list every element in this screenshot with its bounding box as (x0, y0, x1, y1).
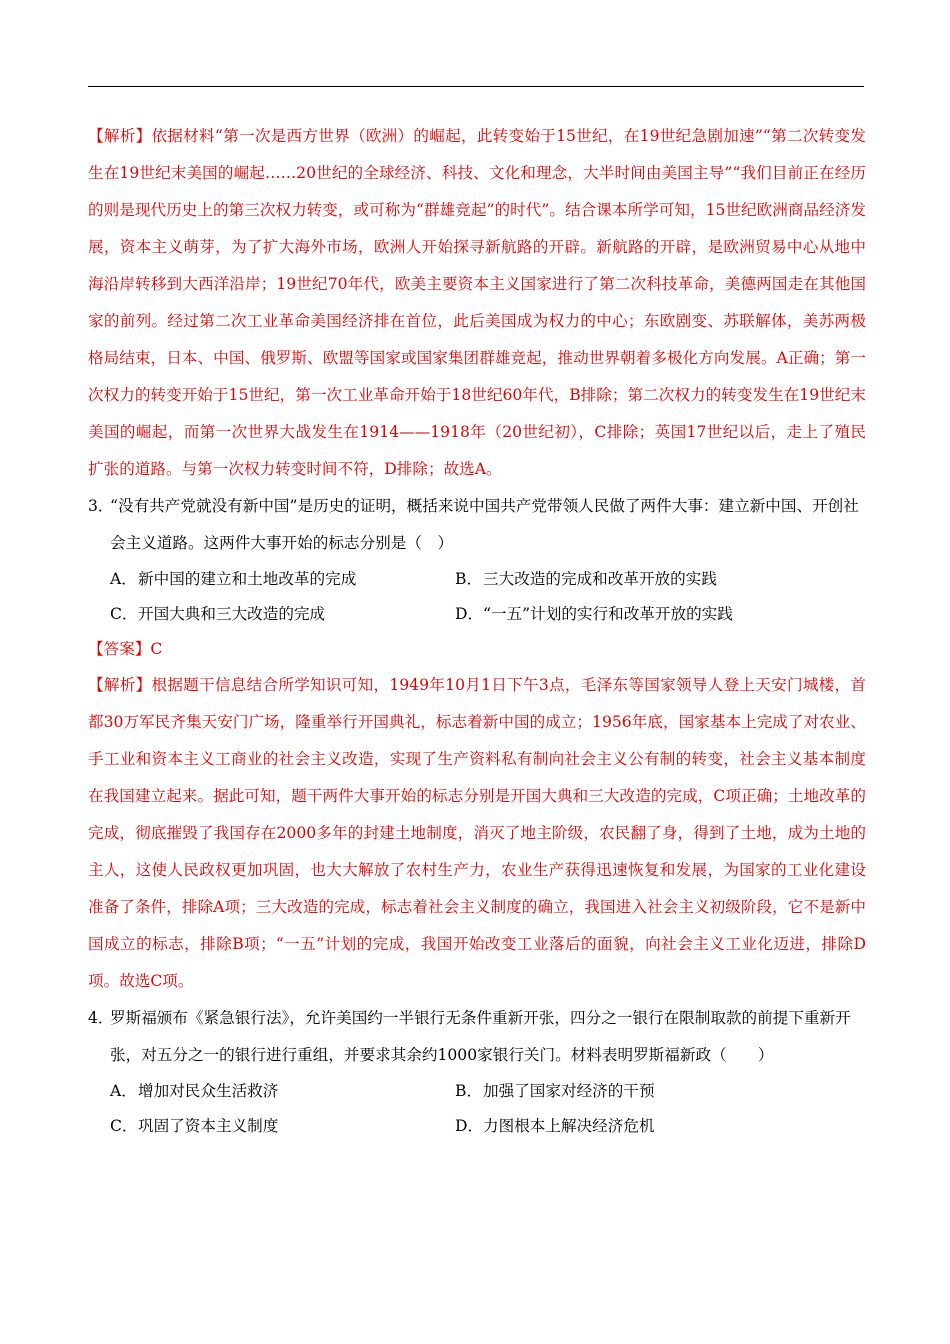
option-a (110, 1074, 455, 1109)
option-text: 开国大典和三大改造的完成 (138, 605, 326, 623)
analysis-text: 依据材料“第一次是西方世界（欧洲）的崛起，此转变始于15世纪，在19世纪急剧加速”“第二次转变发生在19世纪末美国的崛起……20世纪的全球经济、科技、文化和理念，大半时间由美国主导”“我们目前正在经历的则是现代历史上的第三次权力转变，或可称为“群雄竞起”的时代”。结合课本所学可知，15世纪欧洲商品经济发展，资本主义萌芽，为了扩大海外市场，欧洲人开始探寻新航路的开辟。新航路的开辟，是欧洲贸易中心从地中海沿岸转移到大西洋沿岸；19世纪70年代，欧美主要资本主义国家进行了第二次科技革命，美德两国走在其他国家的前列。经过第二次工业革命美国经济排在首位，此后美国成为权力的中心；东欧剧变、苏联解体，美苏两极格局结束，日本、中国、俄罗斯、欧盟等国家或国家集团群雄竞起，推动世界朝着多极化方向发展。A正确；第一次权力的转变开始于15世纪，第一次工业革命开始于18世纪60年代，B排除；第二次权力的转变发生在19世纪末美国的崛起，而第一次世界大战发生在1914——1918年（20世纪初），C排除；英国17世纪以后，走上了殖民扩张的道路。与第一次权力转变时间不符，D排除；故选A。 (88, 127, 866, 478)
question-number: 3． (88, 497, 114, 515)
option-a (110, 562, 455, 597)
option-letter: A． (110, 1082, 137, 1100)
header-rule (88, 86, 864, 87)
q2-analysis (88, 118, 866, 488)
option-b (455, 562, 875, 597)
option-d (455, 1109, 875, 1144)
option-text: 新中国的建立和土地改革的完成 (138, 570, 357, 588)
option-text: “一五”计划的实行和改革开放的实践 (483, 605, 733, 623)
analysis-text: 根据题干信息结合所学知识可知，1949年10月1日下午3点，毛泽东等国家领导人登上天安门城楼，首都30万军民齐集天安门广场，隆重举行开国典礼，标志着新中国的成立；1956年底，国家基本上完成了对农业、手工业和资本主义工商业的社会主义改造，实现了生产资料私有制向社会主义公有制的转变，社会主义基本制度在我国建立起来。据此可知，题干两件大事开始的标志分别是开国大典和三大改造的完成，C项正确；土地改革的完成，彻底摧毁了我国存在2000多年的封建土地制度，消灭了地主阶级，农民翻了身，得到了土地，成为土地的主人，这使人民政权更加巩固，也大大解放了农村生产力，农业生产获得迅速恢复和发展，为国家的工业化建设准备了条件，排除A项；三大改造的完成，标志着社会主义制度的确立，我国进入社会主义初级阶段，它不是新中国成立的标志，排除B项；“一五”计划的完成，我国开始改变工业落后的面貌，向社会主义工业化迈进，排除D项。故选C项。 (88, 676, 866, 990)
question-4 (88, 1000, 866, 1074)
q3-analysis (88, 667, 866, 1000)
question-3 (88, 488, 866, 562)
option-letter: B． (455, 1082, 483, 1100)
answer-value: C (150, 640, 163, 658)
option-c (110, 597, 455, 632)
option-d (455, 597, 875, 632)
option-letter: A． (110, 570, 137, 588)
question-stem: “没有共产党就没有新中国”是历史的证明，概括来说中国共产党带领人民做了两件大事：建立新中国、开创社会主义道路。这两件大事开始的标志分别是（ ） (110, 497, 859, 552)
q3-options (88, 562, 866, 632)
question-number: 4． (88, 1009, 114, 1027)
option-text: 增加对民众生活救济 (138, 1082, 279, 1100)
option-letter: D． (455, 1117, 484, 1135)
option-c (110, 1109, 455, 1144)
analysis-tag: 【解析】 (88, 676, 152, 694)
option-text: 力图根本上解决经济危机 (483, 1117, 655, 1135)
question-stem: 罗斯福颁布《紧急银行法》，允许美国约一半银行无条件重新开张，四分之一银行在限制取款的前提下重新开张，对五分之一的银行进行重组，并要求其余约1000家银行关门。材料表明罗斯福新政（ ） (110, 1009, 851, 1064)
q4-options (88, 1074, 866, 1144)
option-letter: D． (455, 605, 484, 623)
document-body (88, 118, 866, 1144)
option-letter: B． (455, 570, 483, 588)
option-text: 加强了国家对经济的干预 (483, 1082, 655, 1100)
option-letter: C． (110, 605, 138, 623)
analysis-tag: 【解析】 (88, 127, 152, 145)
option-text: 三大改造的完成和改革开放的实践 (483, 570, 717, 588)
option-b (455, 1074, 875, 1109)
answer-tag: 【答案】 (88, 640, 151, 658)
option-text: 巩固了资本主义制度 (138, 1117, 279, 1135)
option-letter: C． (110, 1117, 138, 1135)
q3-answer (88, 632, 866, 667)
